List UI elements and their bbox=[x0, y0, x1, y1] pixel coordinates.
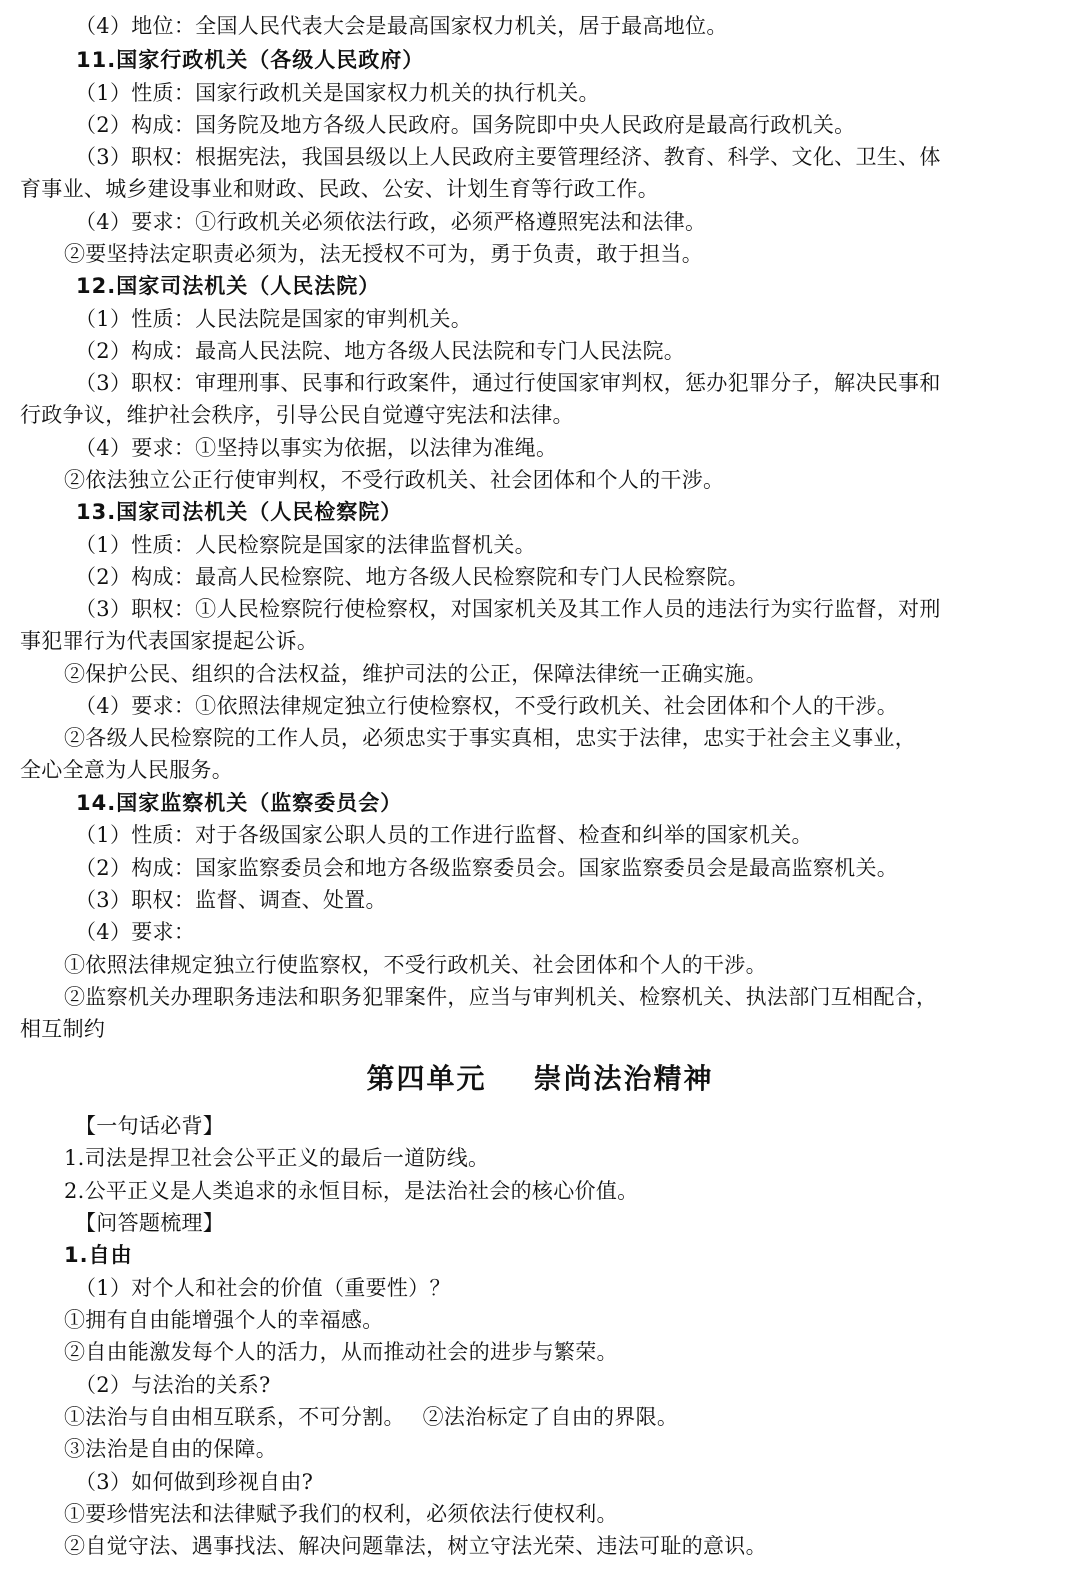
text-line: （2）构成：最高人民法院、地方各级人民法院和专门人民法院。 bbox=[75, 339, 686, 363]
text-line: 事犯罪行为代表国家提起公诉。 bbox=[20, 629, 319, 653]
section-heading-14: 14.国家监察机关（监察委员会） bbox=[76, 791, 403, 815]
text-line: 2.公平正义是人类追求的永恒目标，是法治社会的核心价值。 bbox=[64, 1179, 639, 1203]
text-line: （3）职权：①人民检察院行使检察权，对国家机关及其工作人员的违法行为实行监督，对刑 bbox=[75, 597, 941, 621]
text-line: ②自由能激发每个人的活力，从而推动社会的进步与繁荣。 bbox=[64, 1340, 618, 1364]
text-line: ②依法独立公正行使审判权，不受行政机关、社会团体和个人的干涉。 bbox=[64, 468, 725, 492]
text-line: 相互制约 bbox=[20, 1017, 106, 1041]
text-line: ②要坚持法定职责必须为，法无授权不可为，勇于负责，敢于担当。 bbox=[64, 242, 703, 266]
text-line: （3）职权：根据宪法，我国县级以上人民政府主要管理经济、教育、科学、文化、卫生、体 bbox=[75, 145, 941, 169]
text-line: （4）地位：全国人民代表大会是最高国家权力机关，居于最高地位。 bbox=[75, 14, 728, 38]
text-line: （3）如何做到珍视自由? bbox=[75, 1470, 314, 1494]
text-line: ②各级人民检察院的工作人员，必须忠实于事实真相，忠实于法律，忠实于社会主义事业， bbox=[64, 726, 916, 750]
text-line: （4）要求： bbox=[75, 920, 196, 944]
text-line: （2）与法治的关系? bbox=[75, 1373, 271, 1397]
section-heading-13: 13.国家司法机关（人民检察院） bbox=[76, 500, 403, 524]
text-line: （1）性质：对于各级国家公职人员的工作进行监督、检查和纠举的国家机关。 bbox=[75, 823, 813, 847]
text-line: ③法治是自由的保障。 bbox=[64, 1437, 277, 1461]
section-heading-12: 12.国家司法机关（人民法院） bbox=[76, 274, 381, 298]
text-line: ②保护公民、组织的合法权益，维护司法的公正，保障法律统一正确实施。 bbox=[64, 662, 767, 686]
must-recite-label: 【一句话必背】 bbox=[75, 1114, 225, 1138]
text-line: （3）职权：审理刑事、民事和行政案件，通过行使国家审判权，惩办犯罪分子，解决民事和 bbox=[75, 371, 941, 395]
text-line: （4）要求：①行政机关必须依法行政，必须严格遵照宪法和法律。 bbox=[75, 210, 707, 234]
text-line: （2）构成：国家监察委员会和地方各级监察委员会。国家监察委员会是最高监察机关。 bbox=[75, 856, 899, 880]
text-line: 1.司法是捍卫社会公平正义的最后一道防线。 bbox=[64, 1146, 490, 1170]
text-line: （4）要求：①坚持以事实为依据，以法律为准绳。 bbox=[75, 436, 558, 460]
text-line: ①依照法律规定独立行使监察权，不受行政机关、社会团体和个人的干涉。 bbox=[64, 953, 767, 977]
text-line: （1）性质：国家行政机关是国家权力机关的执行机关。 bbox=[75, 81, 600, 105]
text-line: 育事业、城乡建设事业和财政、民政、公安、计划生育等行政工作。 bbox=[20, 177, 659, 201]
text-line: （1）性质：人民检察院是国家的法律监督机关。 bbox=[75, 533, 536, 557]
text-line: （1）对个人和社会的价值（重要性）？ bbox=[75, 1276, 451, 1300]
text-line: ①要珍惜宪法和法律赋予我们的权利，必须依法行使权利。 bbox=[64, 1502, 618, 1526]
section-heading-11: 11.国家行政机关（各级人民政府） bbox=[76, 48, 425, 72]
text-line: （3）职权：监督、调查、处置。 bbox=[75, 888, 387, 912]
qa-label: 【问答题梳理】 bbox=[75, 1211, 225, 1235]
text-line: ①法治与自由相互联系，不可分割。 ②法治标定了自由的界限。 bbox=[64, 1405, 679, 1429]
text-line: 行政争议，维护社会秩序，引导公民自觉遵守宪法和法律。 bbox=[20, 403, 574, 427]
text-line: （2）构成：最高人民检察院、地方各级人民检察院和专门人民检察院。 bbox=[75, 565, 749, 589]
text-line: （2）构成：国务院及地方各级人民政府。国务院即中央人民政府是最高行政机关。 bbox=[75, 113, 856, 137]
text-line: 全心全意为人民服务。 bbox=[20, 758, 233, 782]
text-line: （1）性质：人民法院是国家的审判机关。 bbox=[75, 307, 473, 331]
freedom-heading: 1.自由 bbox=[64, 1243, 133, 1267]
text-line: ①拥有自由能增强个人的幸福感。 bbox=[64, 1308, 384, 1332]
text-line: ②自觉守法、遇事找法、解决问题靠法，树立守法光荣、违法可耻的意识。 bbox=[64, 1534, 767, 1558]
text-line: ②监察机关办理职务违法和职务犯罪案件，应当与审判机关、检察机关、执法部门互相配合， bbox=[64, 985, 938, 1009]
text-line: （4）要求：①依照法律规定独立行使检察权，不受行政机关、社会团体和个人的干涉。 bbox=[75, 694, 899, 718]
unit-title: 第四单元 崇尚法治精神 bbox=[366, 1062, 714, 1095]
